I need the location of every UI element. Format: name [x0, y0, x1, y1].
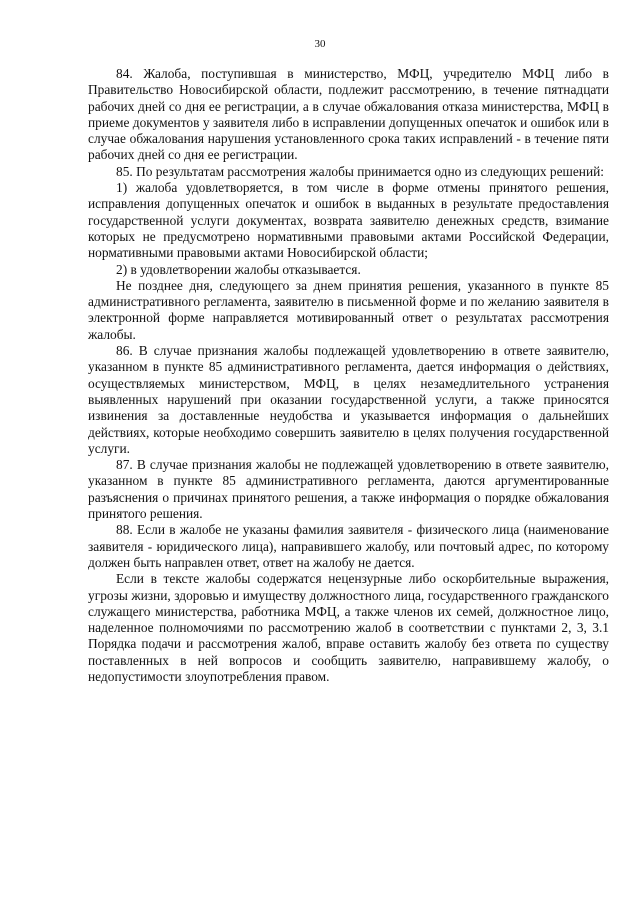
paragraph-87: 87. В случае признания жалобы не подлежащей удовлетворению в ответе заявителю, указанном в пункте 85 административного регламента, даются аргументированные разъяснения о причинах принятого решения, а также информация о порядке обжалования принятого решения. — [88, 457, 609, 522]
page-number: 30 — [314, 38, 326, 50]
paragraph-88: 88. Если в жалобе не указаны фамилия заявителя - физического лица (наименование заявителя - юридического лица), направившего жалобу, или почтовый адрес, по которому должен быть направлен ответ, ответ на жалобу не дается. — [88, 522, 609, 570]
paragraph-85-item-2: 2) в удовлетворении жалобы отказывается. — [116, 261, 361, 277]
paragraph-85: 85. По результатам рассмотрения жалобы принимается одно из следующих решений: — [116, 163, 605, 179]
paragraph-84: 84. Жалоба, поступившая в министерство, МФЦ, учредителю МФЦ либо в Правительство Новосибирской области, подлежит рассмотрению, в течение пятнадцати рабочих дней со дня ее регистрации, а в случае обжалования отказа министерства, МФЦ в приеме документов у заявителя либо в исправлении допущенных опечаток и ошибок или в случае обжалования нарушения установленного срока таких исправлений - в течение пяти рабочих дней со дня ее регистрации. — [88, 66, 609, 163]
paragraph-86: 86. В случае признания жалобы подлежащей удовлетворению в ответе заявителю, указанном в пункте 85 административного регламента, дается информация о действиях, осуществляемых министерством, МФЦ, в целях незамедлительного устранения выявленных нарушений при оказании государственной услуги, а также приносятся извинения за доставленные неудобства и указывается информация о дальнейших действиях, которые необходимо совершить заявителю в целях получения государственной услуги. — [88, 343, 609, 456]
paragraph-85-item-1: 1) жалоба удовлетворяется, в том числе в форме отмены принятого решения, исправления допущенных опечаток и ошибок в выданных в результате предоставления государственной услуги документах, возврата заявителю денежных средств, взимание которых не предусмотрено нормативными правовыми актами Российской Федерации, нормативными правовыми актами Новосибирской области; — [88, 180, 609, 261]
paragraph-88-continued: Если в тексте жалобы содержатся нецензурные либо оскорбительные выражения, угрозы жизни, здоровью и имуществу должностного лица, государственного гражданского служащего министерства, работника МФЦ, а также членов их семей, должностное лицо, наделенное полномочиями по рассмотрению жалоб в соответствии с пунктами 2, 3, 3.1 Порядка подачи и рассмотрения жалоб, вправе оставить жалобу без ответа по существу поставленных в ней вопросов и сообщить заявителю, направившему жалобу, о недопустимости злоупотребления правом. — [88, 571, 609, 684]
document-body — [88, 66, 609, 685]
paragraph-response-deadline: Не позднее дня, следующего за днем принятия решения, указанного в пункте 85 административного регламента, заявителю в письменной форме и по желанию заявителя в электронной форме направляется мотивированный ответ о результатах рассмотрения жалобы. — [88, 277, 609, 342]
